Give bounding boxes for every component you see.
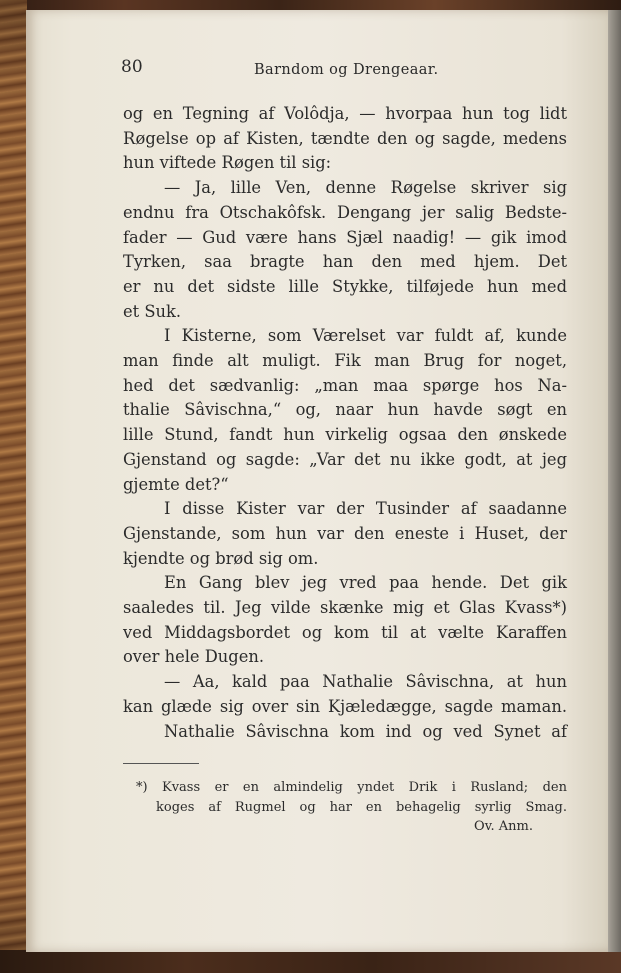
running-head: Barndom og Drengeaar.	[254, 62, 439, 78]
text-line: thalie Sâvischna,“ og, naar hun havde søgt en	[123, 400, 567, 420]
text-line: saaledes til. Jeg vilde skænke mig et Glas Kvass*)	[123, 598, 567, 618]
page-number: 80	[121, 57, 143, 77]
footnote-line: *) Kvass er en almindelig yndet Drik i Rusland; den	[136, 780, 567, 795]
body-text	[123, 102, 567, 744]
text-line: Nathalie Sâvischna kom ind og ved Synet af	[164, 721, 567, 741]
text-line: kjendte og brød sig om.	[123, 548, 319, 568]
text-line: Røgelse op af Kisten, tændte den og sagde, medens	[123, 128, 567, 148]
text-line: er nu det sidste lille Stykke, tilføjede hun med	[123, 276, 567, 296]
text-line: Gjenstande, som hun var den eneste i Huset, der	[123, 523, 567, 543]
text-line: og en Tegning af Volôdja, — hvorpaa hun tog lidt	[123, 104, 567, 123]
text-line: Tyrken, saa bragte han den med hjem. Det	[123, 252, 567, 272]
footnote-line: koges af Rugmel og har en behagelig syrlig Smag.	[156, 799, 567, 815]
text-line: endnu fra Otschakôfsk. Dengang jer salig Bedste-	[123, 202, 567, 222]
footnote-rule	[123, 763, 199, 764]
book-binding	[0, 0, 27, 973]
text-line: hed det sædvanlig: „man maa spørge hos Na-	[123, 375, 567, 395]
text-line: lille Stund, fandt hun virkelig ogsaa den ønskede	[123, 425, 567, 445]
text-line: Gjenstand og sagde: „Var det nu ikke godt, at jeg	[123, 449, 567, 469]
text-line: En Gang blev jeg vred paa hende. Det gik	[164, 573, 567, 593]
text-line: over hele Dugen.	[123, 647, 264, 667]
text-line: hun viftede Røgen til sig:	[123, 153, 332, 173]
text-line: — Aa, kald paa Nathalie Sâvischna, at hun	[164, 672, 567, 692]
text-line: I Kisterne, som Værelset var fuldt af, kunde	[164, 326, 567, 346]
text-line: I disse Kister var der Tusinder af saadanne	[164, 499, 567, 519]
book-bottom-edge	[0, 950, 621, 973]
footnote-signature: Ov. Anm.	[474, 819, 533, 834]
footnote	[136, 778, 567, 837]
text-line: ved Middagsbordet og kom til at vælte Karaffen	[123, 622, 567, 642]
text-line: fader — Gud være hans Sjæl naadig! — gik imod	[123, 227, 567, 247]
text-line: — Ja, lille Ven, denne Røgelse skriver sig	[164, 178, 567, 198]
text-line: et Suk.	[123, 301, 182, 321]
text-line: kan glæde sig over sin Kjæledægge, sagde maman.	[123, 696, 567, 716]
text-line: gjemte det?“	[123, 474, 229, 494]
text-line: man finde alt muligt. Fik man Brug for noget,	[123, 351, 567, 371]
